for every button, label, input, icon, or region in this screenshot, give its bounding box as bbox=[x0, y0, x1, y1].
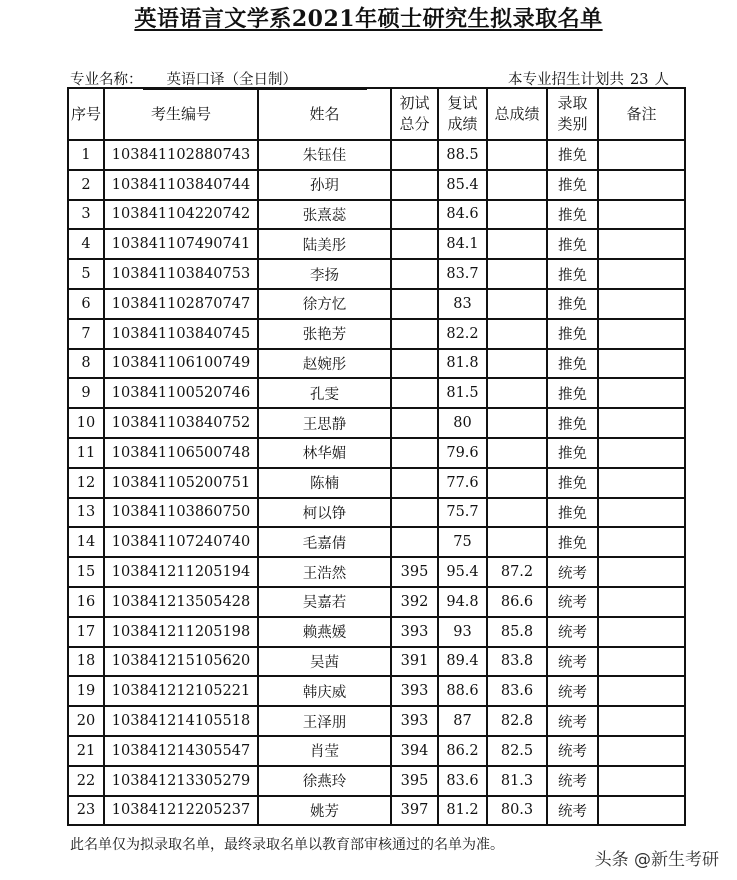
cell-admission-type: 推免 bbox=[547, 200, 598, 230]
cell-retest-score: 83.7 bbox=[438, 259, 487, 289]
cell-name: 孔雯 bbox=[258, 378, 391, 408]
cell-retest-score: 85.4 bbox=[438, 170, 487, 200]
cell-remarks bbox=[598, 587, 685, 617]
cell-total-score: 82.8 bbox=[487, 706, 547, 736]
cell-name: 姚芳 bbox=[258, 796, 391, 826]
cell-retest-score: 81.8 bbox=[438, 349, 487, 379]
table-row bbox=[68, 498, 685, 528]
cell-seq: 5 bbox=[68, 259, 104, 289]
cell-name: 王泽朋 bbox=[258, 706, 391, 736]
cell-retest-score: 75 bbox=[438, 527, 487, 557]
cell-seq: 15 bbox=[68, 557, 104, 587]
table-row bbox=[68, 289, 685, 319]
cell-retest-score: 95.4 bbox=[438, 557, 487, 587]
cell-admission-type: 统考 bbox=[547, 736, 598, 766]
cell-candidate-id: 103841100520746 bbox=[104, 378, 258, 408]
cell-name: 李扬 bbox=[258, 259, 391, 289]
cell-admission-type: 统考 bbox=[547, 706, 598, 736]
cell-remarks bbox=[598, 378, 685, 408]
cell-candidate-id: 103841214305547 bbox=[104, 736, 258, 766]
cell-remarks bbox=[598, 796, 685, 826]
cell-total-score bbox=[487, 319, 547, 349]
cell-candidate-id: 103841107490741 bbox=[104, 229, 258, 259]
cell-retest-score: 81.5 bbox=[438, 378, 487, 408]
cell-total-score: 82.5 bbox=[487, 736, 547, 766]
cell-initial-score bbox=[391, 200, 438, 230]
header-initial-score bbox=[391, 88, 438, 140]
title-text: 英语语言文学系2021年硕士研究生拟录取名单 bbox=[134, 6, 603, 32]
cell-seq: 10 bbox=[68, 408, 104, 438]
cell-remarks bbox=[598, 319, 685, 349]
table-row bbox=[68, 676, 685, 706]
cell-admission-type: 推免 bbox=[547, 229, 598, 259]
cell-name: 朱钰佳 bbox=[258, 140, 391, 170]
cell-seq: 18 bbox=[68, 647, 104, 677]
cell-candidate-id: 103841106500748 bbox=[104, 438, 258, 468]
cell-candidate-id: 103841214105518 bbox=[104, 706, 258, 736]
header-seq bbox=[68, 88, 104, 140]
cell-initial-score bbox=[391, 170, 438, 200]
table-row bbox=[68, 587, 685, 617]
cell-total-score bbox=[487, 468, 547, 498]
cell-retest-score: 77.6 bbox=[438, 468, 487, 498]
cell-admission-type: 统考 bbox=[547, 796, 598, 826]
cell-initial-score bbox=[391, 378, 438, 408]
cell-name: 吴嘉若 bbox=[258, 587, 391, 617]
cell-seq: 21 bbox=[68, 736, 104, 766]
cell-name: 张熹蕊 bbox=[258, 200, 391, 230]
cell-initial-score: 391 bbox=[391, 647, 438, 677]
cell-initial-score bbox=[391, 527, 438, 557]
cell-admission-type: 统考 bbox=[547, 676, 598, 706]
cell-remarks bbox=[598, 438, 685, 468]
header-candidate-id bbox=[104, 88, 258, 140]
cell-admission-type: 推免 bbox=[547, 259, 598, 289]
table-row bbox=[68, 200, 685, 230]
cell-total-score bbox=[487, 438, 547, 468]
cell-retest-score: 87 bbox=[438, 706, 487, 736]
cell-admission-type: 统考 bbox=[547, 557, 598, 587]
cell-remarks bbox=[598, 766, 685, 796]
header-remarks bbox=[598, 88, 685, 140]
cell-admission-type: 统考 bbox=[547, 647, 598, 677]
cell-admission-type: 推免 bbox=[547, 289, 598, 319]
cell-name: 张艳芳 bbox=[258, 319, 391, 349]
table-row bbox=[68, 438, 685, 468]
cell-total-score bbox=[487, 259, 547, 289]
watermark: 头条 @新生考研 bbox=[594, 850, 719, 870]
cell-candidate-id: 103841211205194 bbox=[104, 557, 258, 587]
admission-table bbox=[67, 87, 686, 826]
cell-candidate-id: 103841215105620 bbox=[104, 647, 258, 677]
cell-candidate-id: 103841213305279 bbox=[104, 766, 258, 796]
footer-note: 此名单仅为拟录取名单，最终录取名单以教育部审核通过的名单为准。 bbox=[70, 837, 504, 853]
cell-seq: 4 bbox=[68, 229, 104, 259]
cell-candidate-id: 103841102870747 bbox=[104, 289, 258, 319]
cell-initial-score bbox=[391, 289, 438, 319]
cell-initial-score bbox=[391, 349, 438, 379]
cell-name: 吴茜 bbox=[258, 647, 391, 677]
cell-candidate-id: 103841103840745 bbox=[104, 319, 258, 349]
cell-retest-score: 84.1 bbox=[438, 229, 487, 259]
cell-candidate-id: 103841211205198 bbox=[104, 617, 258, 647]
cell-initial-score bbox=[391, 468, 438, 498]
cell-seq: 11 bbox=[68, 438, 104, 468]
cell-seq: 1 bbox=[68, 140, 104, 170]
cell-admission-type: 推免 bbox=[547, 319, 598, 349]
cell-retest-score: 88.5 bbox=[438, 140, 487, 170]
cell-candidate-id: 103841212105221 bbox=[104, 676, 258, 706]
cell-total-score: 85.8 bbox=[487, 617, 547, 647]
cell-seq: 3 bbox=[68, 200, 104, 230]
header-label: 录取类别 bbox=[557, 94, 588, 133]
header-admission-type bbox=[547, 88, 598, 140]
cell-name: 王浩然 bbox=[258, 557, 391, 587]
cell-retest-score: 86.2 bbox=[438, 736, 487, 766]
plan-prefix: 本专业招生计划共 bbox=[508, 72, 625, 88]
cell-remarks bbox=[598, 617, 685, 647]
cell-name: 陆美彤 bbox=[258, 229, 391, 259]
plan-suffix: 人 bbox=[654, 72, 669, 88]
cell-admission-type: 推免 bbox=[547, 408, 598, 438]
cell-admission-type: 推免 bbox=[547, 527, 598, 557]
cell-remarks bbox=[598, 259, 685, 289]
cell-name: 徐方忆 bbox=[258, 289, 391, 319]
cell-seq: 6 bbox=[68, 289, 104, 319]
cell-retest-score: 80 bbox=[438, 408, 487, 438]
cell-total-score bbox=[487, 408, 547, 438]
cell-remarks bbox=[598, 468, 685, 498]
cell-seq: 12 bbox=[68, 468, 104, 498]
cell-name: 王思静 bbox=[258, 408, 391, 438]
header-total-score bbox=[487, 88, 547, 140]
plan-info bbox=[508, 68, 669, 89]
cell-admission-type: 推免 bbox=[547, 378, 598, 408]
cell-admission-type: 统考 bbox=[547, 617, 598, 647]
header-name bbox=[258, 88, 391, 140]
cell-retest-score: 89.4 bbox=[438, 647, 487, 677]
cell-remarks bbox=[598, 527, 685, 557]
cell-total-score bbox=[487, 229, 547, 259]
cell-admission-type: 推免 bbox=[547, 438, 598, 468]
cell-initial-score bbox=[391, 438, 438, 468]
cell-name: 毛嘉倩 bbox=[258, 527, 391, 557]
cell-remarks bbox=[598, 676, 685, 706]
header-label: 备注 bbox=[626, 104, 657, 123]
cell-initial-score: 393 bbox=[391, 706, 438, 736]
cell-total-score bbox=[487, 378, 547, 408]
cell-retest-score: 88.6 bbox=[438, 676, 487, 706]
cell-initial-score: 397 bbox=[391, 796, 438, 826]
cell-name: 肖莹 bbox=[258, 736, 391, 766]
cell-seq: 20 bbox=[68, 706, 104, 736]
cell-initial-score: 393 bbox=[391, 676, 438, 706]
cell-seq: 19 bbox=[68, 676, 104, 706]
cell-candidate-id: 103841212205237 bbox=[104, 796, 258, 826]
cell-initial-score: 392 bbox=[391, 587, 438, 617]
cell-name: 柯以铮 bbox=[258, 498, 391, 528]
cell-total-score bbox=[487, 289, 547, 319]
major-value: 英语口译（全日制） bbox=[143, 68, 368, 90]
cell-seq: 17 bbox=[68, 617, 104, 647]
cell-initial-score bbox=[391, 140, 438, 170]
cell-candidate-id: 103841104220742 bbox=[104, 200, 258, 230]
cell-name: 林华媚 bbox=[258, 438, 391, 468]
cell-seq: 13 bbox=[68, 498, 104, 528]
cell-remarks bbox=[598, 706, 685, 736]
cell-admission-type: 推免 bbox=[547, 468, 598, 498]
table-row bbox=[68, 647, 685, 677]
cell-candidate-id: 103841103840752 bbox=[104, 408, 258, 438]
cell-retest-score: 82.2 bbox=[438, 319, 487, 349]
cell-remarks bbox=[598, 200, 685, 230]
cell-initial-score bbox=[391, 229, 438, 259]
cell-seq: 7 bbox=[68, 319, 104, 349]
cell-total-score: 83.6 bbox=[487, 676, 547, 706]
cell-seq: 16 bbox=[68, 587, 104, 617]
table-row bbox=[68, 378, 685, 408]
cell-initial-score bbox=[391, 319, 438, 349]
table-row bbox=[68, 170, 685, 200]
cell-admission-type: 统考 bbox=[547, 766, 598, 796]
table-row bbox=[68, 319, 685, 349]
cell-initial-score bbox=[391, 498, 438, 528]
cell-name: 徐燕玲 bbox=[258, 766, 391, 796]
cell-retest-score: 94.8 bbox=[438, 587, 487, 617]
header-label: 初试总分 bbox=[399, 94, 430, 133]
header-label: 考生编号 bbox=[150, 104, 211, 123]
table-row bbox=[68, 736, 685, 766]
table-row bbox=[68, 408, 685, 438]
table-row bbox=[68, 229, 685, 259]
cell-initial-score: 393 bbox=[391, 617, 438, 647]
cell-admission-type: 推免 bbox=[547, 170, 598, 200]
cell-remarks bbox=[598, 140, 685, 170]
cell-name: 孙玥 bbox=[258, 170, 391, 200]
table-row bbox=[68, 766, 685, 796]
cell-remarks bbox=[598, 289, 685, 319]
cell-retest-score: 93 bbox=[438, 617, 487, 647]
major-label: 专业名称： bbox=[70, 72, 143, 88]
cell-admission-type: 推免 bbox=[547, 498, 598, 528]
cell-name: 赵婉彤 bbox=[258, 349, 391, 379]
table-row bbox=[68, 468, 685, 498]
cell-candidate-id: 103841102880743 bbox=[104, 140, 258, 170]
cell-remarks bbox=[598, 736, 685, 766]
cell-candidate-id: 103841103840753 bbox=[104, 259, 258, 289]
cell-remarks bbox=[598, 229, 685, 259]
header-retest-score bbox=[438, 88, 487, 140]
cell-candidate-id: 103841107240740 bbox=[104, 527, 258, 557]
cell-total-score: 86.6 bbox=[487, 587, 547, 617]
cell-candidate-id: 103841213505428 bbox=[104, 587, 258, 617]
cell-total-score bbox=[487, 349, 547, 379]
cell-admission-type: 推免 bbox=[547, 349, 598, 379]
page-title bbox=[0, 2, 737, 33]
plan-count: 23 bbox=[624, 72, 654, 89]
table-row bbox=[68, 349, 685, 379]
cell-initial-score: 395 bbox=[391, 557, 438, 587]
table-row bbox=[68, 557, 685, 587]
cell-name: 韩庆威 bbox=[258, 676, 391, 706]
cell-retest-score: 75.7 bbox=[438, 498, 487, 528]
cell-initial-score bbox=[391, 259, 438, 289]
cell-retest-score: 83 bbox=[438, 289, 487, 319]
cell-seq: 22 bbox=[68, 766, 104, 796]
cell-remarks bbox=[598, 408, 685, 438]
cell-candidate-id: 103841103840744 bbox=[104, 170, 258, 200]
cell-name: 赖燕媛 bbox=[258, 617, 391, 647]
cell-seq: 23 bbox=[68, 796, 104, 826]
cell-remarks bbox=[598, 647, 685, 677]
cell-candidate-id: 103841103860750 bbox=[104, 498, 258, 528]
cell-seq: 8 bbox=[68, 349, 104, 379]
cell-admission-type: 统考 bbox=[547, 587, 598, 617]
cell-initial-score: 395 bbox=[391, 766, 438, 796]
cell-total-score bbox=[487, 200, 547, 230]
cell-name: 陈楠 bbox=[258, 468, 391, 498]
cell-retest-score: 81.2 bbox=[438, 796, 487, 826]
header-label: 姓名 bbox=[309, 104, 340, 123]
table-row bbox=[68, 259, 685, 289]
cell-admission-type: 推免 bbox=[547, 140, 598, 170]
header-label: 总成绩 bbox=[494, 104, 540, 123]
header-row bbox=[68, 88, 685, 140]
cell-total-score: 87.2 bbox=[487, 557, 547, 587]
cell-retest-score: 84.6 bbox=[438, 200, 487, 230]
cell-seq: 9 bbox=[68, 378, 104, 408]
cell-total-score bbox=[487, 527, 547, 557]
table-row bbox=[68, 617, 685, 647]
cell-remarks bbox=[598, 498, 685, 528]
header-label: 序号 bbox=[70, 104, 101, 123]
cell-total-score bbox=[487, 498, 547, 528]
cell-remarks bbox=[598, 557, 685, 587]
cell-total-score bbox=[487, 170, 547, 200]
header-label: 复试成绩 bbox=[447, 94, 478, 133]
cell-seq: 14 bbox=[68, 527, 104, 557]
cell-total-score: 83.8 bbox=[487, 647, 547, 677]
cell-seq: 2 bbox=[68, 170, 104, 200]
table-row bbox=[68, 527, 685, 557]
cell-total-score: 80.3 bbox=[487, 796, 547, 826]
cell-retest-score: 83.6 bbox=[438, 766, 487, 796]
cell-initial-score bbox=[391, 408, 438, 438]
table-row bbox=[68, 140, 685, 170]
table-row bbox=[68, 706, 685, 736]
cell-total-score: 81.3 bbox=[487, 766, 547, 796]
cell-initial-score: 394 bbox=[391, 736, 438, 766]
cell-retest-score: 79.6 bbox=[438, 438, 487, 468]
cell-remarks bbox=[598, 349, 685, 379]
cell-candidate-id: 103841105200751 bbox=[104, 468, 258, 498]
cell-remarks bbox=[598, 170, 685, 200]
cell-candidate-id: 103841106100749 bbox=[104, 349, 258, 379]
cell-total-score bbox=[487, 140, 547, 170]
table-row bbox=[68, 796, 685, 826]
